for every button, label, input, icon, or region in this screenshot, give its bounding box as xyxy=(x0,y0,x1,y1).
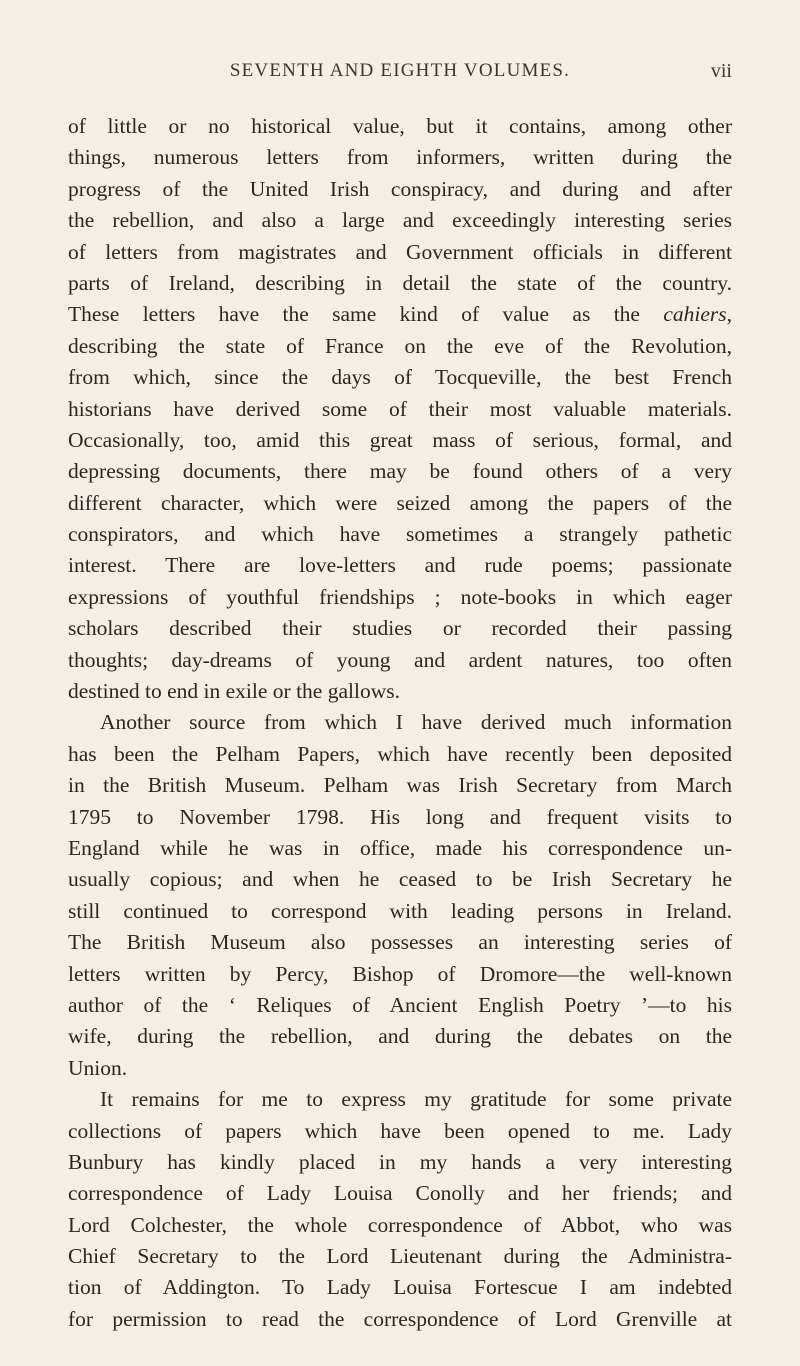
text-line: Occasionally, too, amid this great mass of serious, formal, and xyxy=(68,427,732,452)
text-line: things, numerous letters from informers, written during the xyxy=(68,145,732,170)
text-line: in the British Museum. Pelham was Irish Secretary from March xyxy=(68,773,732,798)
text-line: 1795 to November 1798. His long and frequent visits to xyxy=(68,804,732,829)
text-line: the rebellion, and also a large and exceedingly interesting series xyxy=(68,208,732,233)
text-line: Union. xyxy=(68,1055,128,1080)
text-line: destined to end in exile or the gallows. xyxy=(68,679,400,704)
text-line: describing the state of France on the eve of the Revolution, xyxy=(68,333,732,358)
italic-term: cahiers xyxy=(663,302,727,327)
text-line: The British Museum also possesses an interesting series of xyxy=(68,930,732,955)
text-line: Another source from which I have derived much information xyxy=(100,710,732,735)
text-line: expressions of youthful friendships ; note-books in which eager xyxy=(68,584,732,609)
body-text xyxy=(68,111,732,1335)
text-line: conspirators, and which have sometimes a strangely pathetic xyxy=(68,522,732,547)
text-line: scholars described their studies or recorded their passing xyxy=(68,616,732,641)
text-line: tion of Addington. To Lady Louisa Fortescue I am indebted xyxy=(68,1275,732,1300)
text-line: depressing documents, there may be found others of a very xyxy=(68,459,732,484)
text-line: thoughts; day-dreams of young and ardent natures, too often xyxy=(68,647,732,672)
text-line: for permission to read the correspondence of Lord Grenville at xyxy=(68,1306,732,1331)
running-title: SEVENTH AND EIGHTH VOLUMES. xyxy=(229,60,571,81)
text-line: wife, during the rebellion, and during the debates on the xyxy=(68,1024,732,1049)
text-line: different character, which were seized among the papers of the xyxy=(68,490,732,515)
text-line: still continued to correspond with leading persons in Ireland. xyxy=(68,898,732,923)
running-header xyxy=(68,60,732,88)
text-line: interest. There are love-letters and rude poems; passionate xyxy=(68,553,732,578)
text-line: parts of Ireland, describing in detail the state of the country. xyxy=(68,270,732,295)
text-line: progress of the United Irish conspiracy, and during and after xyxy=(68,176,732,201)
text-line: from which, since the days of Tocqueville, the best French xyxy=(68,365,732,390)
text-line: Bunbury has kindly placed in my hands a very interesting xyxy=(68,1149,732,1174)
text-line: usually copious; and when he ceased to be Irish Secretary he xyxy=(68,867,732,892)
page-number: vii xyxy=(710,60,732,82)
text-line: letters written by Percy, Bishop of Dromore—the well-known xyxy=(68,961,732,986)
text-line: collections of papers which have been opened to me. Lady xyxy=(68,1118,732,1143)
text-line: Lord Colchester, the whole correspondence of Abbot, who was xyxy=(68,1212,732,1237)
text-line: of letters from magistrates and Government officials in different xyxy=(68,239,732,264)
text-line: historians have derived some of their most valuable materials. xyxy=(68,396,732,421)
text-line: author of the ‘ Reliques of Ancient English Poetry ’—to his xyxy=(68,992,732,1017)
text-line: England while he was in office, made his correspondence un- xyxy=(68,835,732,860)
text-segment: , xyxy=(726,302,732,327)
text-line: Chief Secretary to the Lord Lieutenant during the Administra- xyxy=(68,1244,732,1269)
text-segment: These letters have the same kind of value as the xyxy=(68,302,664,327)
text-line: of little or no historical value, but it contains, among other xyxy=(68,114,732,138)
text-line: has been the Pelham Papers, which have recently been deposited xyxy=(68,741,732,766)
text-line: correspondence of Lady Louisa Conolly and her friends; and xyxy=(68,1181,732,1206)
text-line: It remains for me to express my gratitude for some private xyxy=(100,1087,732,1112)
text-line xyxy=(68,299,732,330)
